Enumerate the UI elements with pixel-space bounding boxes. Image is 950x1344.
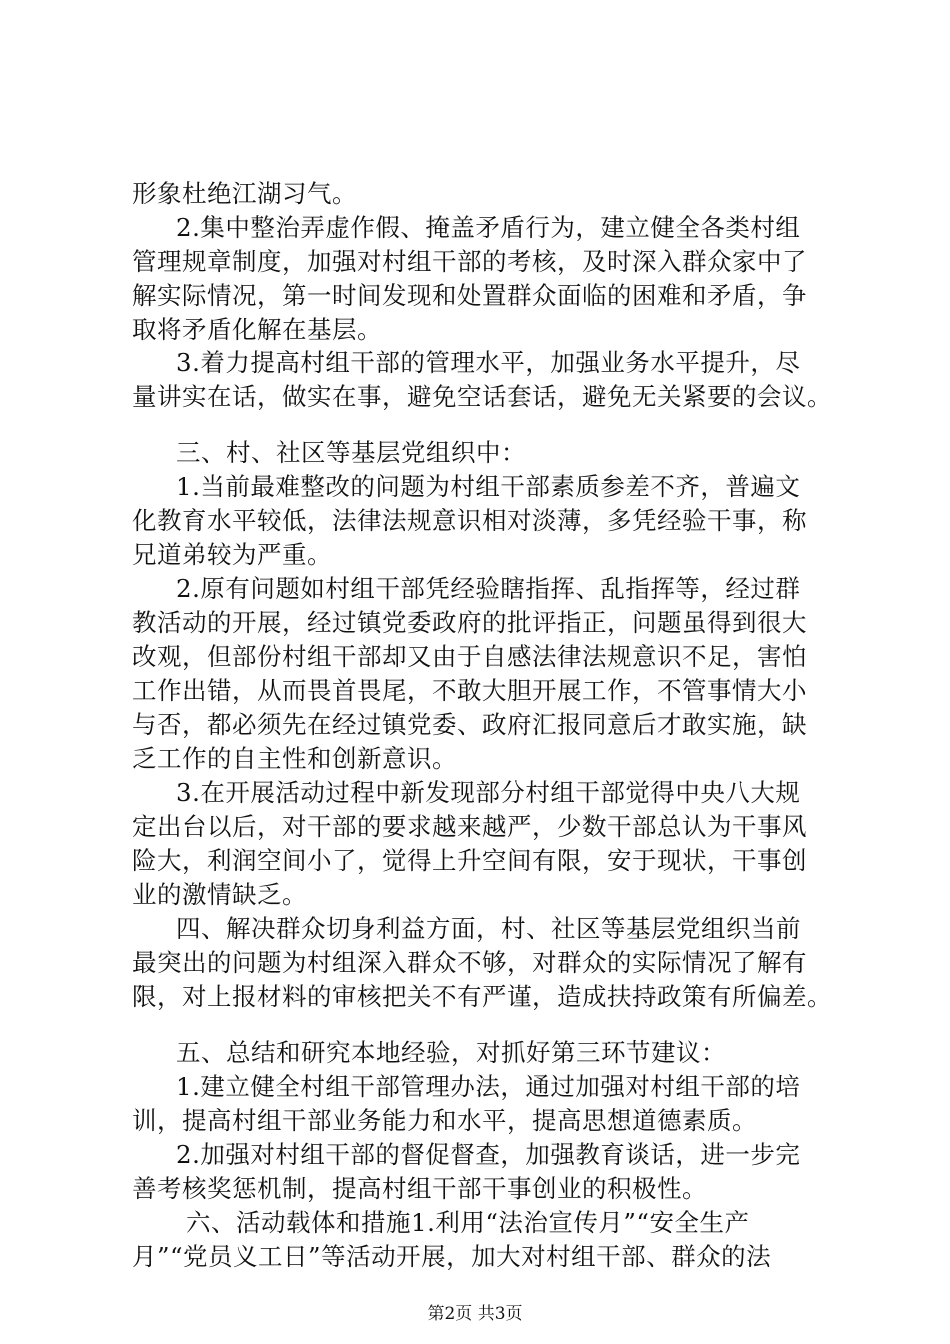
text-line: 善考核奖惩机制，提高村组干部干事创业的积极性。 — [132, 1174, 707, 1203]
text-line: 训，提高村组干部业务能力和水平，提高思想道德素质。 — [132, 1106, 757, 1135]
text-line: 工作出错，从而畏首畏尾，不敢大胆开展工作，不管事情大小 — [132, 676, 807, 705]
section-heading: 五、总结和研究本地经验，对抓好第三环节建议： — [176, 1038, 726, 1067]
text-line: 管理规章制度，加强对村组干部的考核，及时深入群众家中了 — [132, 247, 807, 276]
page-number-footer: 第2页 共3页 — [427, 1304, 523, 1324]
text-line: 2.集中整治弄虚作假、掩盖矛盾行为，建立健全各类村组 — [176, 213, 801, 242]
text-line: 2.加强对村组干部的督促督查，加强教育谈话，进一步完 — [176, 1140, 801, 1169]
text-line: 限，对上报材料的审核把关不有严谨，造成扶持政策有所偏差。 — [132, 982, 832, 1011]
text-line: 定出台以后，对干部的要求越来越严，少数干部总认为干事风 — [132, 812, 807, 841]
text-line: 与否，都必须先在经过镇党委、政府汇报同意后才敢实施，缺 — [132, 710, 807, 739]
section-heading: 六、活动载体和措施1.利用“法治宣传月”“安全生产 — [186, 1208, 750, 1237]
text-line: 解实际情况，第一时间发现和处置群众面临的困难和矛盾，争 — [132, 281, 807, 310]
text-line: 最突出的问题为村组深入群众不够，对群众的实际情况了解有 — [132, 948, 807, 977]
text-line: 化教育水平较低，法律法规意识相对淡薄，多凭经验干事，称 — [132, 506, 807, 535]
text-line: 月”“党员义工日”等活动开展，加大对村组干部、群众的法 — [132, 1242, 772, 1271]
text-line: 业的激情缺乏。 — [132, 880, 307, 909]
text-line: 1.当前最难整改的问题为村组干部素质参差不齐，普遍文 — [176, 472, 801, 501]
text-line: 取将矛盾化解在基层。 — [132, 315, 382, 344]
section-heading: 三、村、社区等基层党组织中： — [176, 438, 526, 467]
text-line: 3.着力提高村组干部的管理水平，加强业务水平提升，尽 — [176, 348, 801, 377]
text-line: 兄道弟较为严重。 — [132, 540, 332, 569]
text-line: 乏工作的自主性和创新意识。 — [132, 744, 457, 773]
text-line: 险大，利润空间小了，觉得上升空间有限，安于现状，干事创 — [132, 846, 807, 875]
text-line: 2.原有问题如村组干部凭经验瞎指挥、乱指挥等，经过群 — [176, 574, 801, 603]
text-line: 3.在开展活动过程中新发现部分村组干部觉得中央八大规 — [176, 778, 801, 807]
text-line: 量讲实在话，做实在事，避免空话套话，避免无关紧要的会议。 — [132, 382, 832, 411]
text-line: 1.建立健全村组干部管理办法，通过加强对村组干部的培 — [176, 1072, 801, 1101]
text-line: 形象杜绝江湖习气。 — [132, 179, 357, 208]
text-line: 改观，但部份村组干部却又由于自感法律法规意识不足，害怕 — [132, 642, 807, 671]
text-line: 教活动的开展，经过镇党委政府的批评指正，问题虽得到很大 — [132, 608, 807, 637]
section-heading: 四、解决群众切身利益方面，村、社区等基层党组织当前 — [176, 914, 801, 943]
